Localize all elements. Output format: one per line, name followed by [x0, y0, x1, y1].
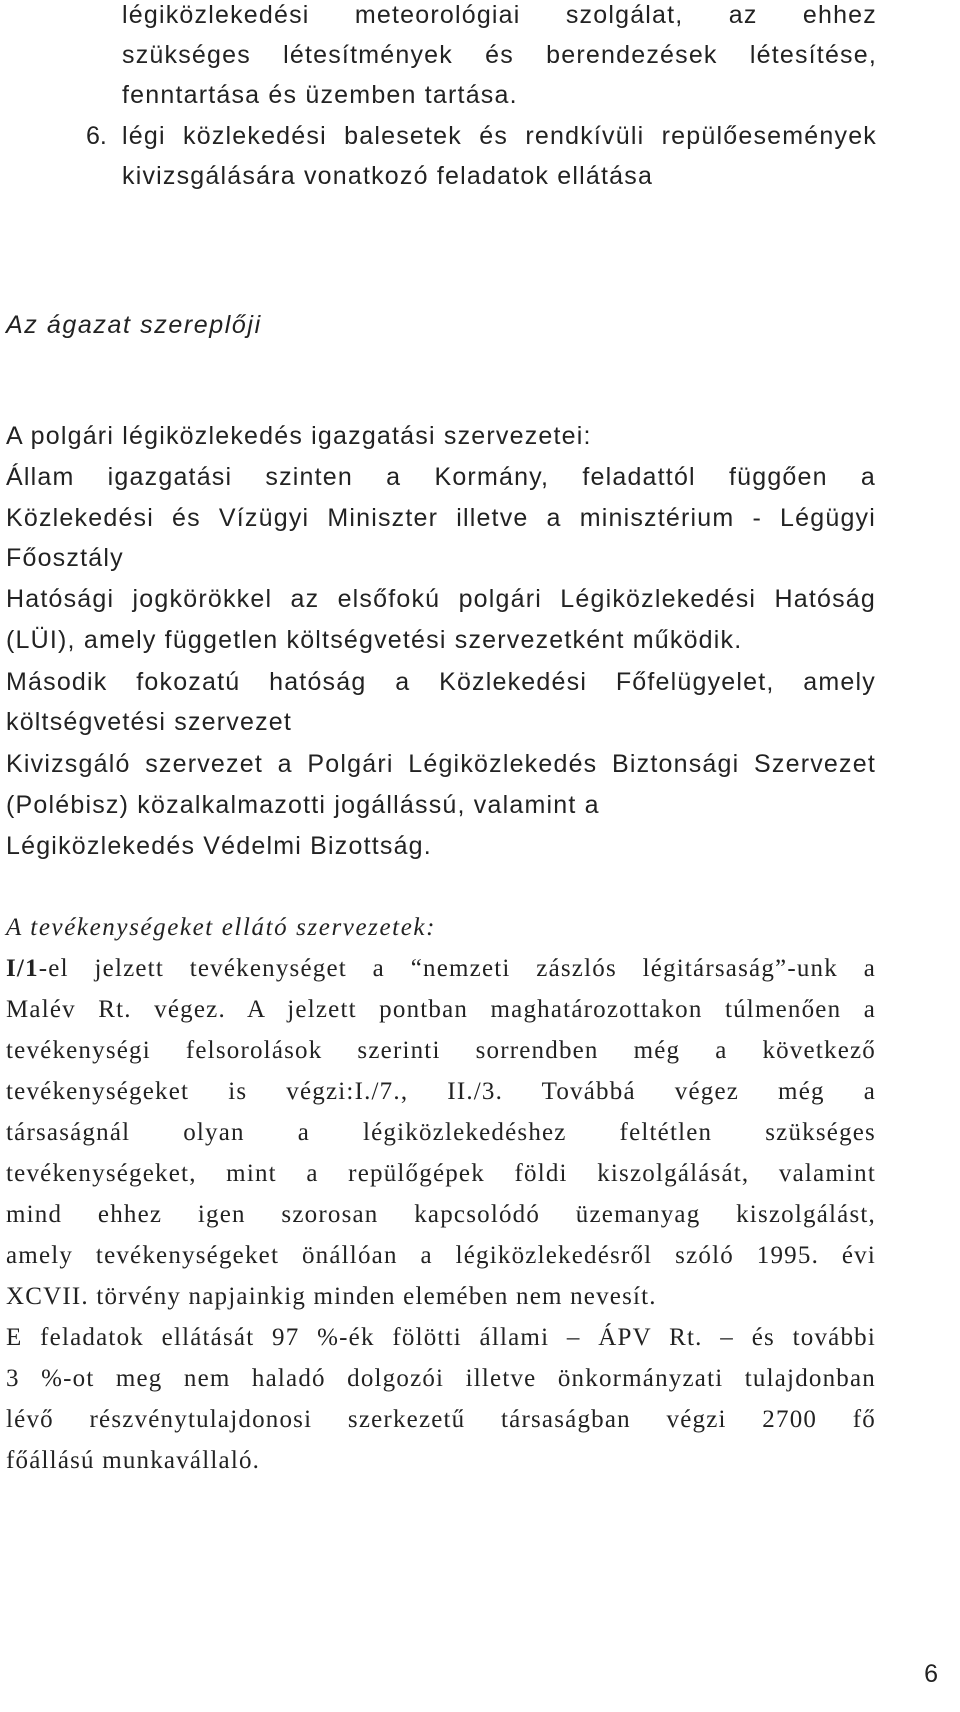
activities-line-11: 3 %-ot meg nem haladó dolgozói illetve önkormányzati tulajdonban	[6, 1365, 876, 1392]
activities-line-9: XCVII. törvény napjainkig minden elemében nem nevesít.	[6, 1283, 657, 1310]
org-heading: A polgári légiközlekedés igazgatási szervezetei:	[6, 422, 592, 450]
org-line-5: (LÜI), amely független költségvetési szervezetként működik.	[6, 626, 743, 654]
org-line-7: költségvetési szervezet	[6, 708, 293, 736]
list-item-5-line-1: légiközlekedési meteorológiai szolgálat, az ehhez	[122, 1, 877, 29]
org-line-1: Állam igazgatási szinten a Kormány, feladattól függően a	[6, 463, 876, 491]
activities-line-1	[6, 954, 876, 984]
list-item-5-line-2: szükséges létesítmények és berendezések létesítése,	[122, 41, 877, 69]
activities-line-6: tevékenységeket, mint a repülőgépek földi kiszolgálását, valamint	[6, 1160, 876, 1187]
activities-line-8: amely tevékenységeket önállóan a légiközlekedésről szóló 1995. évi	[6, 1242, 876, 1269]
org-line-2: Közlekedési és Vízügyi Miniszter illetve a minisztérium - Légügyi	[6, 504, 876, 532]
activities-line-2: Malév Rt. végez. A jelzett pontban maghatározottakon túlmenően a	[6, 996, 876, 1023]
section-heading: Az ágazat szereplőji	[6, 311, 262, 339]
org-line-9: (Polébisz) közalkalmazotti jogállássú, valamint a	[6, 791, 600, 819]
activities-line-7: mind ehhez igen szorosan kapcsolódó üzemanyag kiszolgálást,	[6, 1201, 876, 1228]
list-item-6-line-2: kivizsgálására vonatkozó feladatok ellátása	[122, 162, 654, 190]
activities-line-12: lévő részvénytulajdonosi szerkezetű társaságban végzi 2700 fő	[6, 1406, 876, 1433]
org-line-8: Kivizsgáló szervezet a Polgári Légiközlekedés Biztonsági Szervezet	[6, 750, 876, 778]
org-line-10: Légiközlekedés Védelmi Bizottság.	[6, 832, 432, 860]
activities-heading: A tevékenységeket ellátó szervezetek:	[6, 914, 437, 941]
activities-line-5: társaságnál olyan a légiközlekedéshez feltétlen szükséges	[6, 1119, 876, 1146]
activities-line-3: tevékenységi felsorolások szerinti sorrendben még a következő	[6, 1037, 876, 1064]
activities-line-10: E feladatok ellátását 97 %-ék fölötti állami – ÁPV Rt. – és további	[6, 1324, 876, 1351]
org-line-4: Hatósági jogkörökkel az elsőfokú polgári Légiközlekedési Hatóság	[6, 585, 876, 613]
activities-line-13: főállású munkavállaló.	[6, 1447, 261, 1474]
activities-ref-bold: I/1	[6, 955, 39, 982]
activities-line-1-text: -el jelzett tevékenységet a “nemzeti zászlós légitársaság”-unk a	[38, 955, 876, 982]
org-line-3: Főosztály	[6, 544, 124, 572]
activities-line-4: tevékenységeket is végzi:I./7., II./3. Továbbá végez még a	[6, 1078, 876, 1105]
page-number: 6	[924, 1660, 938, 1688]
list-item-6-line-1: légi közlekedési balesetek és rendkívüli repülőesemények	[122, 122, 877, 150]
list-item-5-line-3: fenntartása és üzemben tartása.	[122, 81, 518, 109]
list-item-6-number: 6.	[86, 122, 107, 150]
org-line-6: Második fokozatú hatóság a Közlekedési Főfelügyelet, amely	[6, 668, 876, 696]
